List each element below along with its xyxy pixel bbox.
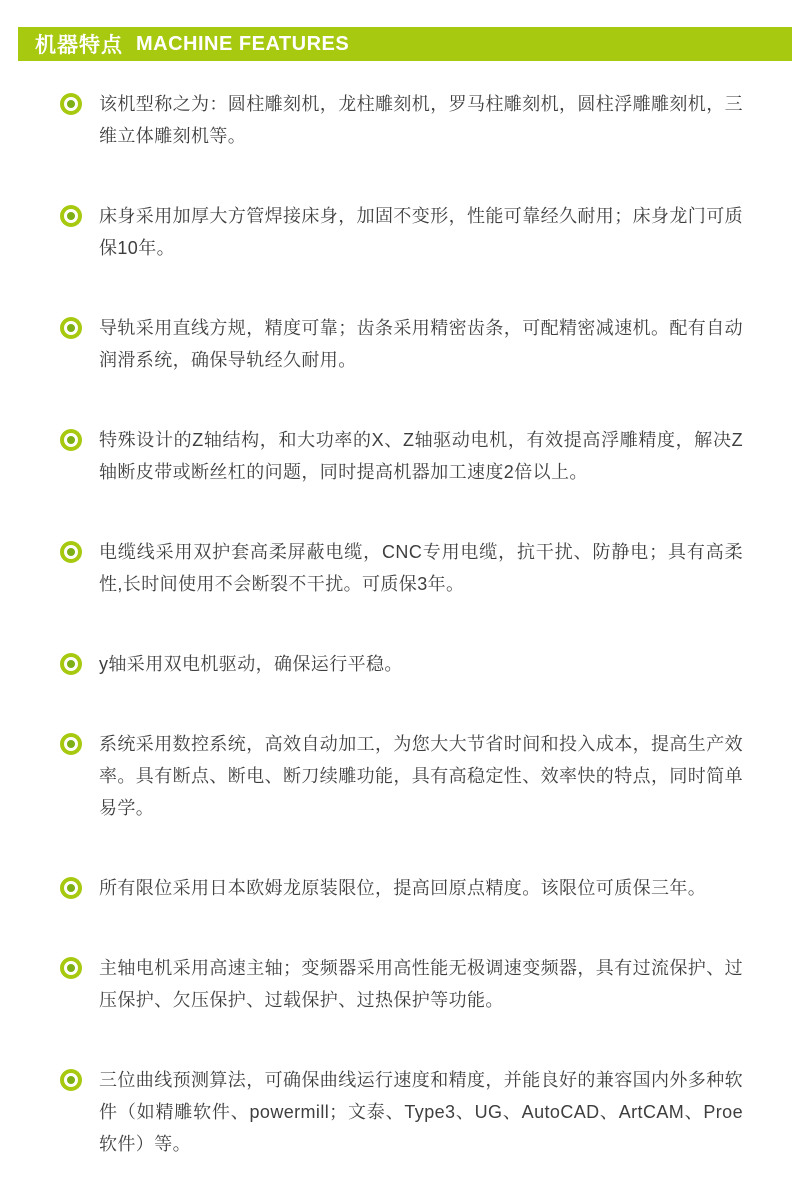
target-circle-icon [60, 541, 82, 563]
feature-text: 系统采用数控系统，高效自动加工，为您大大节省时间和投入成本，提高生产效率。具有断点、断电、断刀续雕功能，具有高稳定性、效率快的特点，同时简单易学。 [99, 734, 743, 818]
feature-item [60, 648, 744, 680]
target-circle-icon [60, 957, 82, 979]
feature-text: 特殊设计的Z轴结构，和大功率的X、Z轴驱动电机，有效提高浮雕精度，解决Z轴断皮带或断丝杠的问题，同时提高机器加工速度2倍以上。 [99, 430, 743, 482]
feature-text: 三位曲线预测算法，可确保曲线运行速度和精度，并能良好的兼容国内外多种软件（如精雕软件、powermill；文泰、Type3、UG、AutoCAD、ArtCAM、Proe软件）等。 [99, 1070, 743, 1154]
feature-text: 所有限位采用日本欧姆龙原装限位，提高回原点精度。该限位可质保三年。 [99, 878, 707, 898]
feature-text: 主轴电机采用高速主轴；变频器采用高性能无极调速变频器，具有过流保护、过压保护、欠压保护、过载保护、过热保护等功能。 [99, 958, 743, 1010]
feature-item [60, 312, 744, 376]
feature-list [0, 61, 800, 1199]
feature-text: 导轨采用直线方规，精度可靠；齿条采用精密齿条，可配精密减速机。配有自动润滑系统，确保导轨经久耐用。 [99, 318, 743, 370]
feature-text: y轴采用双电机驱动，确保运行平稳。 [99, 654, 403, 674]
feature-text: 该机型称之为：圆柱雕刻机，龙柱雕刻机，罗马柱雕刻机，圆柱浮雕雕刻机，三维立体雕刻机等。 [99, 94, 743, 146]
feature-item [60, 536, 744, 600]
feature-item [60, 952, 744, 1016]
target-circle-icon [60, 93, 82, 115]
feature-item [60, 88, 744, 152]
target-circle-icon [60, 205, 82, 227]
feature-text: 床身采用加厚大方管焊接床身，加固不变形，性能可靠经久耐用；床身龙门可质保10年。 [99, 206, 743, 258]
target-circle-icon [60, 1069, 82, 1091]
target-circle-icon [60, 429, 82, 451]
section-header [18, 27, 792, 61]
feature-item [60, 424, 744, 488]
feature-item [60, 872, 744, 904]
feature-text: 电缆线采用双护套高柔屏蔽电缆，CNC专用电缆，抗干扰、防静电；具有高柔性,长时间使用不会断裂不干扰。可质保3年。 [99, 542, 743, 594]
target-circle-icon [60, 877, 82, 899]
section-title-en: MACHINE FEATURES [136, 32, 350, 55]
section-title-zh: 机器特点 [35, 34, 123, 57]
target-circle-icon [60, 653, 82, 675]
target-circle-icon [60, 317, 82, 339]
feature-item [60, 200, 744, 264]
target-circle-icon [60, 733, 82, 755]
feature-item [60, 728, 744, 824]
feature-item [60, 1064, 744, 1160]
